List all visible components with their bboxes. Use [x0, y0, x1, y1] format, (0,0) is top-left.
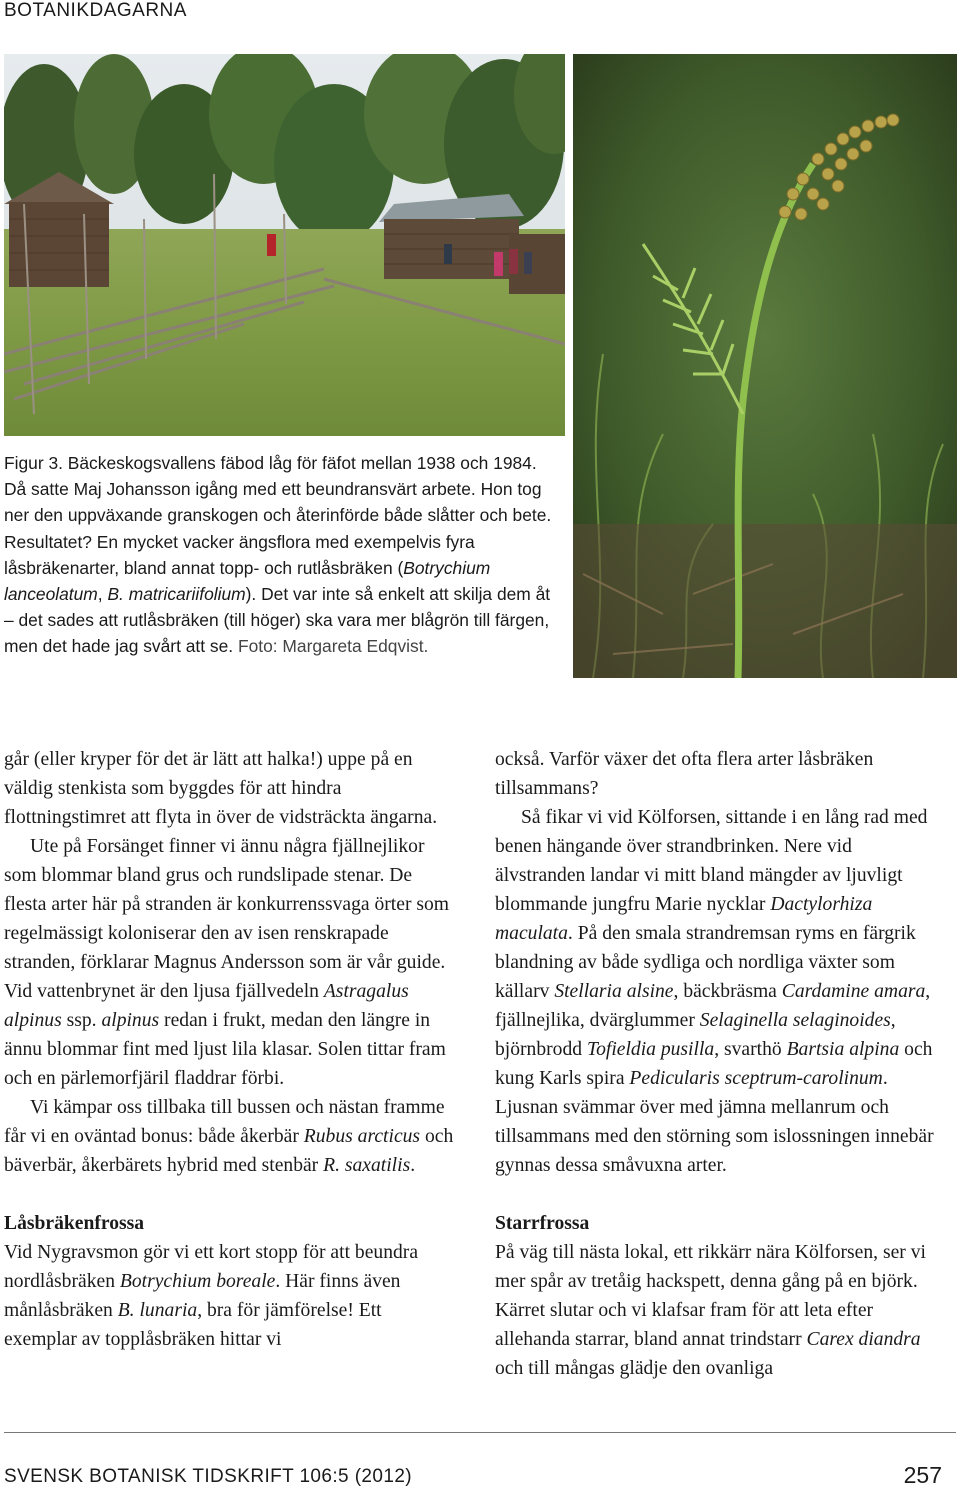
species-name: Carex diandra — [806, 1329, 921, 1350]
species-name: Dactylorhiza maculata — [495, 894, 873, 944]
figure-caption — [4, 450, 562, 660]
paragraph: går (eller kryper för det är lätt att halka!) uppe på en väldig stenkista som byggdes för att hindra flottningstimret att flyta in över de vidsträckta ängarna. — [4, 749, 438, 828]
paragraph — [4, 832, 456, 1093]
meadow-photo-illustration — [4, 54, 565, 436]
text: redan i frukt, medan den längre in ännu blommar fint med ljust lila klasar. Solen tittar fram och en pärlemorfjäril fladdrar förbi. — [4, 1010, 446, 1089]
text: och kung Karls spira — [495, 1039, 933, 1089]
species-name: B. lunaria — [117, 1300, 198, 1321]
paragraph — [4, 1093, 456, 1180]
photo-credit: Foto: Margareta Edqvist. — [237, 636, 429, 657]
section-heading: Starrfrossa — [495, 1213, 590, 1234]
species-name: Astragalus alpinus — [4, 981, 409, 1031]
text: Vid Nygravsmon gör vi ett kort stopp för att beundra nordlåsbräken — [4, 1242, 419, 1292]
running-header: BOTANIKDAGARNA — [4, 0, 187, 21]
species-name: alpinus — [101, 1010, 160, 1031]
text: . På den smala strandremsan ryms en färgrik blandning av både sydliga och nordliga växter som källarv — [495, 923, 916, 1002]
text: , bäckbräsma — [673, 981, 782, 1002]
text: Ute på Forsänget finner vi ännu några fjällnejlikor som blommar bland grus och rundslipade stenar. De flesta arter här på stranden är konkurrenssvaga örter som regelmässigt koloniserar den av isen renskrapade stranden, förklarar Magnus Andersson som är vår guide. Vid vattenbrynet är den ljusa fjällvedeln — [4, 836, 450, 1002]
page-number: 257 — [903, 1462, 942, 1488]
text: , bra för jämförelse! Ett exemplar av topplåsbräken hittar vi — [4, 1300, 382, 1350]
paragraph — [4, 1238, 456, 1354]
text: Vi kämpar oss tillbaka till bussen och nästan framme får vi en oväntad bonus: både åkerbär — [4, 1097, 445, 1147]
paragraph — [495, 803, 947, 1180]
text: och bäverbär, åkerbärets hybrid med stenbär — [4, 1126, 454, 1176]
caption-text: Figur 3. Bäckeskogsvallens fäbod låg för fäfot mellan 1938 och 1984. Då satte Maj Johansson igång med ett beundransvärt arbete. Hon tog ner den uppväxande granskogen och återinförde både slåtter och bete. Resultatet? En mycket vacker ängsflora med exempelvis fyra låsbräkenarter, bland annat topp- och rutlåsbräken ( — [4, 453, 552, 578]
text: , björnbrodd — [495, 1010, 896, 1060]
left-column — [4, 745, 456, 1354]
text: Så fikar vi vid Kölforsen, sittande i en lång rad med benen hängande över strandbrinken. Nere vid älvstranden landar vi mitt bland mängder av ljuvligt blommande jungfru Marie nycklar — [495, 807, 928, 915]
caption-text: ). Det var inte så enkelt att skilja dem åt – det sades att rutlåsbräken (till höger) ska vara mer blågrön till färgen, men det hade jag svårt att se. — [4, 584, 551, 657]
text: och till mångas glädje den ovanliga — [495, 1358, 774, 1379]
text: ssp. — [61, 1010, 102, 1031]
caption-species-1: Botrychium lanceolatum — [4, 557, 491, 605]
text: , fjällnejlika, dvärglummer — [495, 981, 931, 1031]
fern-photo-illustration — [573, 54, 957, 678]
paragraph — [495, 1238, 947, 1383]
species-name: Selaginella selaginoides — [699, 1010, 891, 1031]
text: , svarthö — [714, 1039, 787, 1060]
text: . — [410, 1155, 416, 1176]
species-name: Bartsia alpina — [786, 1039, 900, 1060]
species-name: Cardamine amara — [781, 981, 926, 1002]
fern-photo — [573, 54, 957, 678]
right-column — [495, 745, 947, 1383]
species-name: R. saxatilis — [323, 1155, 411, 1176]
species-name: Tofieldia pusilla — [586, 1039, 715, 1060]
text: . Ljusnan svämmar över med jämna mellanrum och tillsammans med den störning som islossningen innebär gynnas dessa småvuxna arter. — [495, 1068, 934, 1176]
section-heading: Låsbräkenfrossa — [4, 1213, 145, 1234]
paragraph: också. Varför växer det ofta flera arter låsbräken tillsammans? — [495, 749, 874, 799]
meadow-photo — [4, 54, 565, 436]
caption-text: , — [97, 584, 108, 605]
text: På väg till nästa lokal, ett rikkärr nära Kölforsen, ser vi mer spår av tretåig hackspett, denna gång på en björk. Kärret slutar och vi klafsar fram för att leta efter allehanda starrar, bland annat trindstarr — [495, 1242, 926, 1350]
species-name: Rubus arcticus — [303, 1126, 421, 1147]
footer-divider — [4, 1432, 956, 1433]
text: . Här finns även månlåsbräken — [4, 1271, 401, 1321]
species-name: Stellaria alsine — [554, 981, 674, 1002]
caption-species-2: B. matricariifolium — [107, 584, 246, 605]
species-name: Pedicularis sceptrum-carolinum — [629, 1068, 883, 1089]
species-name: Botrychium boreale — [119, 1271, 276, 1292]
journal-citation: SVENSK BOTANISK TIDSKRIFT 106:5 (2012) — [4, 1466, 413, 1487]
